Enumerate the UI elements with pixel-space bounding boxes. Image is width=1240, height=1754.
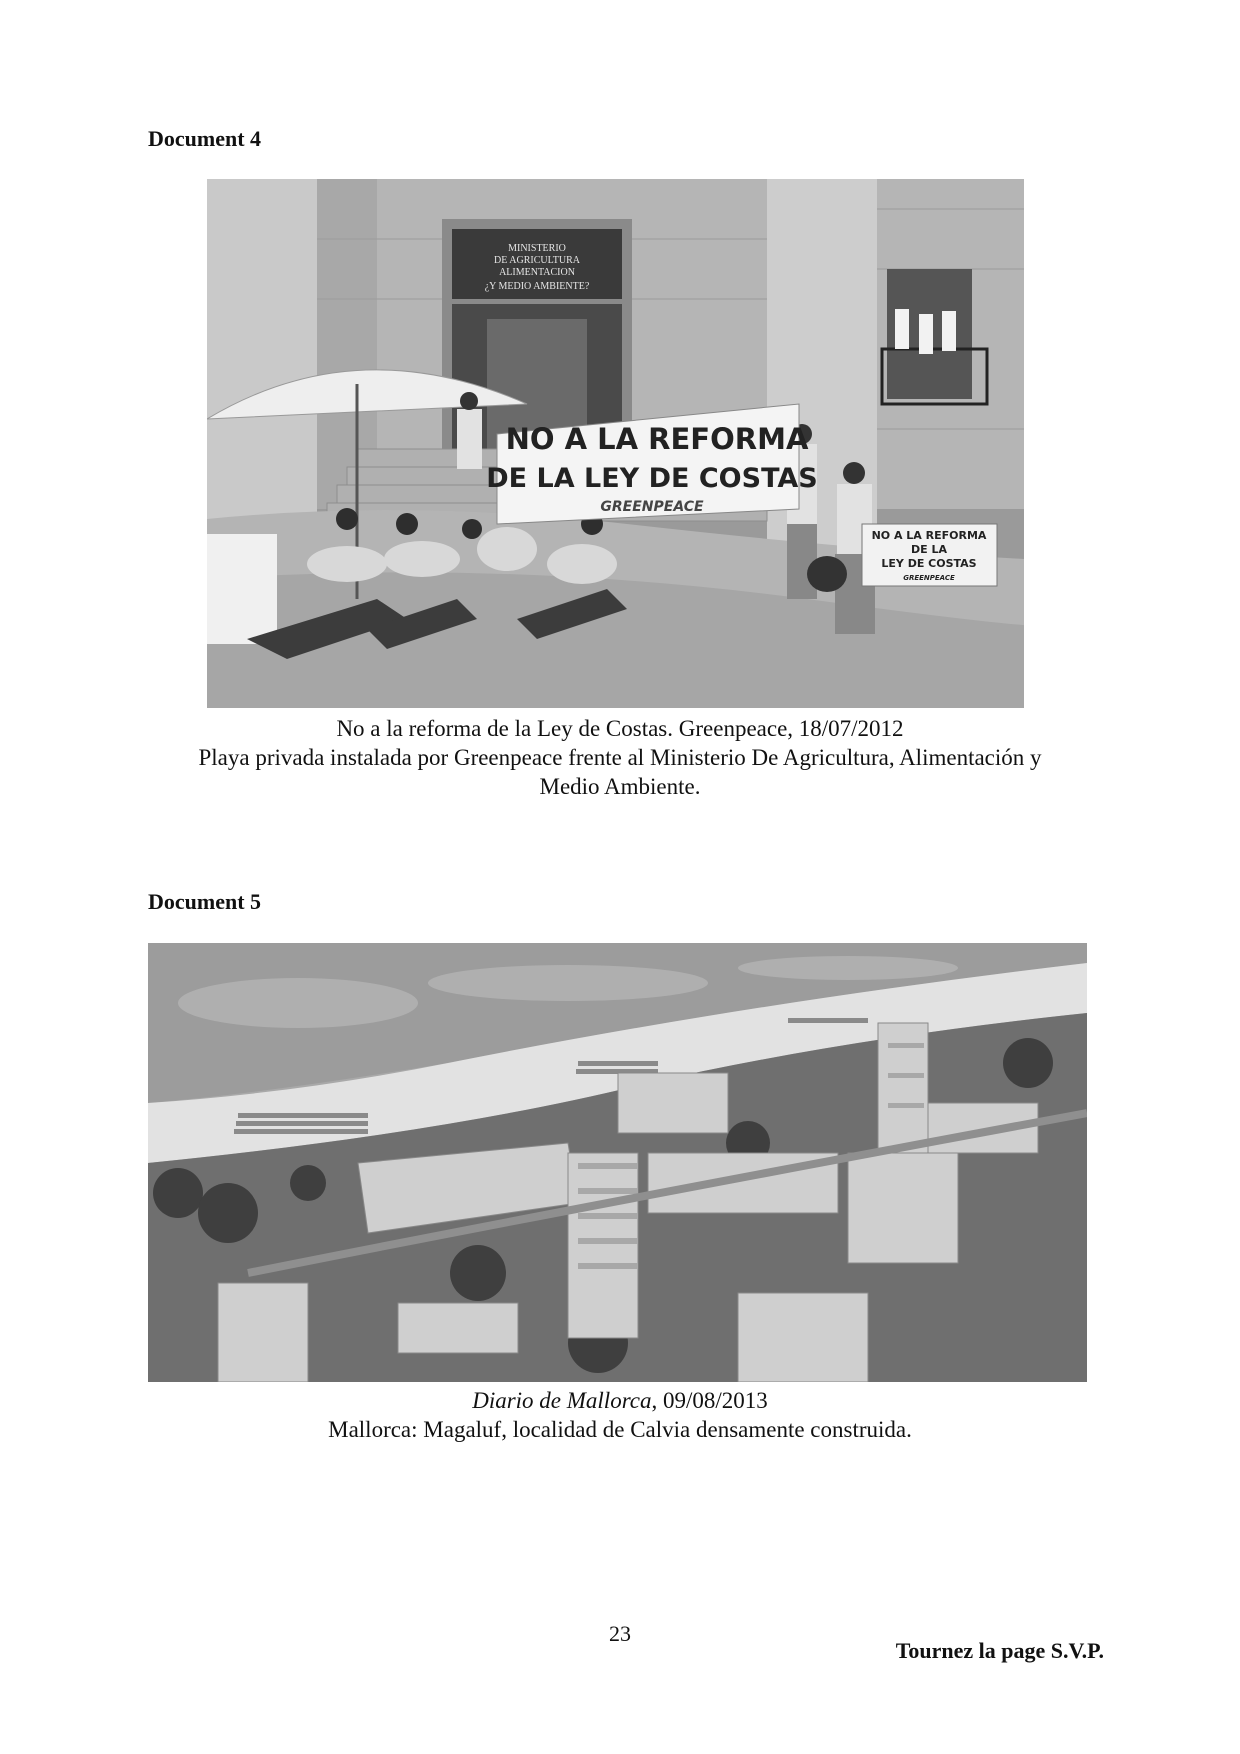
caption-date: , 09/08/2013 xyxy=(651,1388,768,1413)
ministry-sign-line: ALIMENTACION xyxy=(499,267,575,278)
sign-line: GREENPEACE xyxy=(903,574,955,582)
protest-sign xyxy=(862,524,997,586)
caption-line: Playa privada instalada por Greenpeace frente al Ministerio De Agricultura, Alimentación y xyxy=(198,745,1042,770)
banner-line-1: NO A LA REFORMA xyxy=(505,422,809,456)
document-4-caption xyxy=(0,714,1240,801)
protest-banner xyxy=(486,404,818,524)
caption-line: Medio Ambiente. xyxy=(539,774,701,799)
caption-line: Mallorca: Magaluf, localidad de Calvia densamente construida. xyxy=(328,1417,912,1442)
sign-line: DE LA xyxy=(911,543,947,556)
banner-line-2: DE LA LEY DE COSTAS xyxy=(486,463,818,494)
turn-page-note: Tournez la page S.V.P. xyxy=(895,1638,1104,1663)
document-4-heading: Document 4 xyxy=(148,126,262,151)
ministry-sign-line: MINISTERIO xyxy=(508,243,566,254)
caption-line: No a la reforma de la Ley de Costas. Greenpeace, 18/07/2012 xyxy=(336,716,904,741)
sign-line: LEY DE COSTAS xyxy=(881,557,977,570)
caption-source: Diario de Mallorca xyxy=(472,1388,652,1413)
ministry-sign-line: DE AGRICULTURA xyxy=(493,255,581,266)
greenpeace-protest-photo xyxy=(207,179,1024,708)
ministry-sign-line: ¿Y MEDIO AMBIENTE? xyxy=(484,281,590,292)
sign-line: NO A LA REFORMA xyxy=(871,529,987,542)
magaluf-aerial-photo xyxy=(148,943,1087,1382)
page-number: 23 xyxy=(609,1621,631,1646)
document-5-caption xyxy=(0,1386,1240,1444)
banner-brand: GREENPEACE xyxy=(600,499,704,515)
document-5-heading: Document 5 xyxy=(148,889,262,914)
caption-source-line xyxy=(0,1386,1240,1415)
